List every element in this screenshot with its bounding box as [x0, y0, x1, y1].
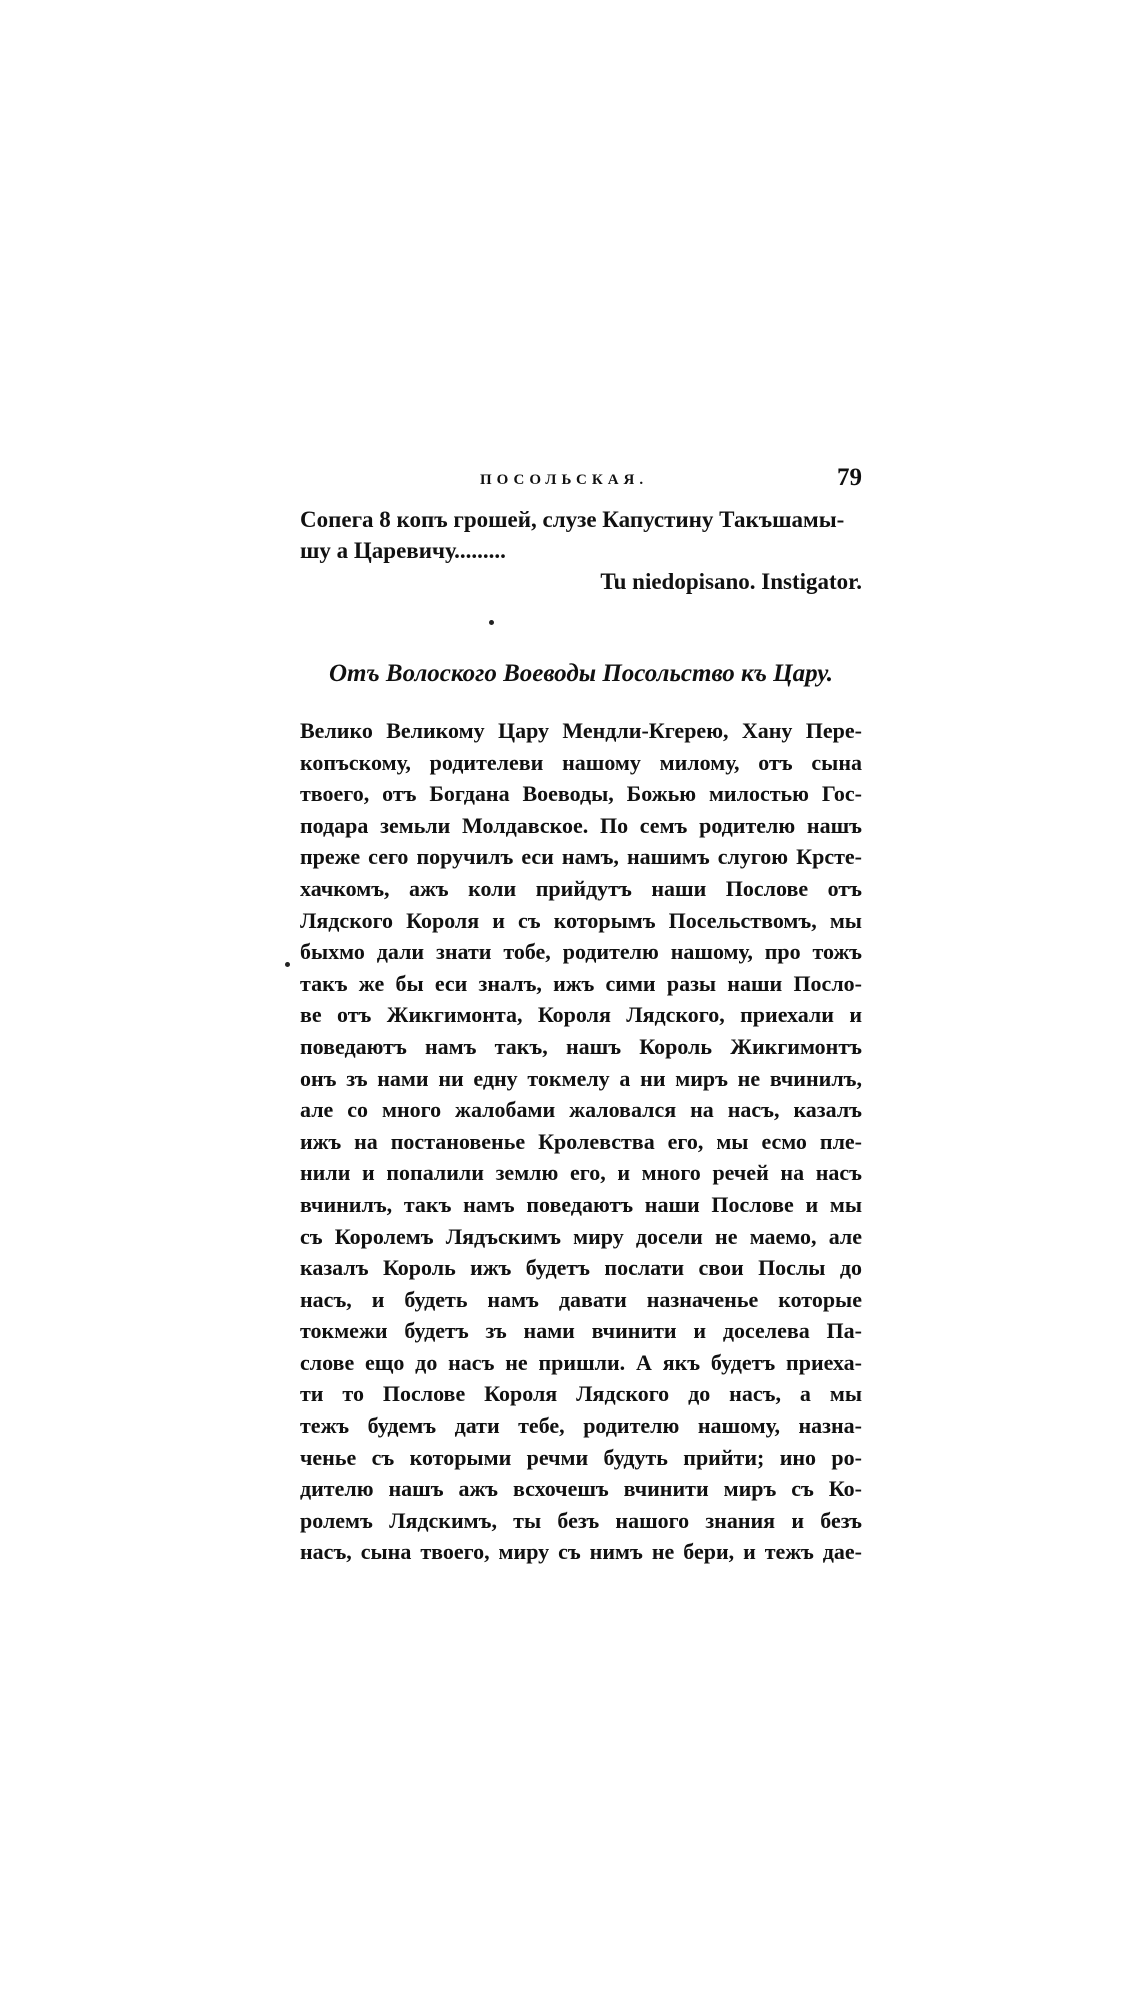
section-heading: Отъ Волоского Воеводы Посольство къ Цару.: [328, 660, 834, 687]
preceding-entry: [300, 504, 862, 597]
text-line: быхмо дали знати тобе, родителю нашому, про тожъ: [300, 939, 862, 965]
text-line: тежъ будемъ дати тебе, родителю нашому, назна-: [300, 1413, 862, 1439]
entry-note: Tu niedopisano. Instigator.: [600, 569, 862, 594]
text-line: дителю нашъ ажъ всхочешъ вчинити миръ съ Ко-: [300, 1476, 862, 1502]
text-line: ве отъ Жикгимонта, Короля Лядского, приехали и: [300, 1002, 862, 1028]
printer-mark: [489, 620, 494, 625]
margin-mark: [285, 962, 290, 967]
text-line: твоего, отъ Богдана Воеводы, Божью милостью Гос-: [300, 781, 862, 807]
text-line: слове ещо до насъ не пришли. А якъ будетъ приеха-: [300, 1349, 862, 1375]
text-line: копъскому, родителеви нашому милому, отъ сына: [300, 749, 862, 775]
text-line: подара земьли Молдавское. По семъ родителю нашъ: [300, 812, 862, 838]
text-line: ролемъ Лядскимъ, ты безъ нашого знания и безъ: [300, 1507, 862, 1533]
text-line: Лядского Короля и съ которымъ Посельствомъ, мы: [300, 907, 862, 933]
text-line: поведаютъ намъ такъ, нашъ Король Жикгимонтъ: [300, 1033, 862, 1059]
body-text: [300, 715, 862, 1568]
text-line: онъ зъ нами ни едну токмелу а ни миръ не вчинилъ,: [300, 1065, 862, 1091]
text-line: насъ, и будеть намъ давати назначенье которые: [300, 1286, 862, 1312]
text-line: ижъ на постановенье Кролевства его, мы есмо пле-: [300, 1128, 862, 1154]
running-title: ПОСОЛЬСКАЯ.: [480, 472, 649, 488]
text-line: казалъ Король ижъ будетъ послати свои Послы до: [300, 1255, 862, 1281]
text-line: насъ, сына твоего, миру съ нимъ не бери, и тежъ дае-: [300, 1539, 862, 1565]
text-line: але со много жалобами жаловался на насъ, казалъ: [300, 1097, 862, 1123]
text-line: Велико Великому Цару Мендли-Кгерею, Хану Пере-: [300, 718, 862, 743]
running-head: [300, 466, 862, 506]
text-line: съ Королемъ Лядъскимъ миру досели не маемо, але: [300, 1223, 862, 1249]
text-line: ченье съ которыми речми будуть прийти; ино ро-: [300, 1444, 862, 1470]
text-line: токмежи будетъ зъ нами вчинити и доселева Па-: [300, 1318, 862, 1344]
text-line: такъ же бы еси зналъ, ижъ сими разы наши Посло-: [300, 970, 862, 996]
entry-line: шу а Царевичу.........: [300, 538, 506, 563]
text-line: нили и попалили землю его, и много речей на насъ: [300, 1160, 862, 1186]
text-line: преже сего поручилъ еси намъ, нашимъ слугою Крсте-: [300, 844, 862, 870]
entry-line: Сопега 8 копъ грошей, слузе Капустину Такъшамы-: [300, 507, 845, 532]
text-line: вчинилъ, такъ намъ поведаютъ наши Послове и мы: [300, 1191, 862, 1217]
text-line: ти то Послове Короля Лядского до насъ, а мы: [300, 1381, 862, 1407]
page-number: 79: [837, 464, 862, 491]
text-line: хачкомъ, ажъ коли прийдутъ наши Послове отъ: [300, 875, 862, 901]
